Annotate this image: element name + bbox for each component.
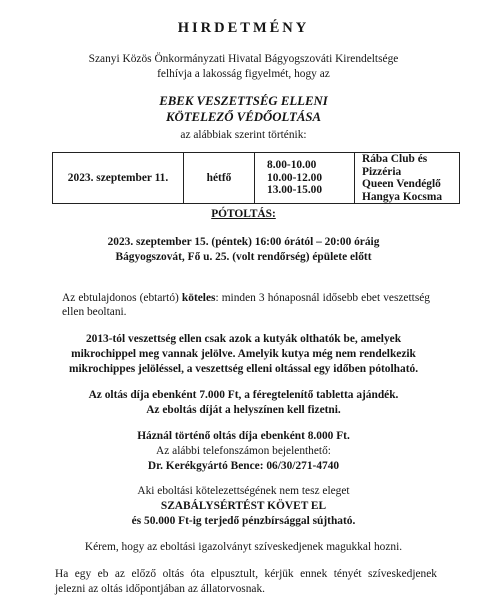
lost-line-2: jelezni az oltás időpontjában az állatorvosnak. <box>55 583 266 595</box>
intro-line-2: felhívja a lakosság figyelmét, hogy az <box>157 68 330 80</box>
headline-line-1: EBEK VESZETTSÉG ELLENI <box>159 94 328 108</box>
home-line-2: Az alábbi telefonszámon bejelenthető: <box>156 445 331 457</box>
makeup-line-2: Bágyogszovát, Fő u. 25. (volt rendőrség) épülete előtt <box>115 251 372 263</box>
chip-line-1: 2013-tól veszettség ellen csak azok a kutyák olthatók be, amelyek <box>85 333 402 345</box>
intro-line-1: Szanyi Közös Önkormányzati Hivatal Bágyogszováti Kirendeltsége <box>88 53 399 65</box>
schedule-venues <box>355 153 460 204</box>
time-slot: 8.00-10.00 <box>267 159 317 172</box>
obligation-post: : minden 3 hónaposnál idősebb ebet veszettség ellen beoltani. <box>62 292 430 318</box>
schedule-day: hétfő <box>184 153 255 204</box>
venue-name: Rába Club és Pizzéria <box>362 153 428 178</box>
time-slot: 10.00-12.00 <box>267 171 323 184</box>
schedule-times <box>255 153 355 204</box>
penalty-line-3: és 50.000 Ft-ig terjedő pénzbírsággal sújtható. <box>131 515 356 527</box>
makeup-heading <box>0 207 487 221</box>
obligation-pre: Az ebtulajdonos (ebtartó) <box>62 292 182 304</box>
schedule-table <box>52 152 460 204</box>
makeup-heading-text: PÓTOLTÁS: <box>211 208 276 220</box>
schedule-date: 2023. szeptember 11. <box>53 153 184 204</box>
lost-line-1: Ha egy eb az előző oltás óta elpusztult, kérjük ennek tényét szíveskedjenek <box>55 568 437 580</box>
certificate-note: Kérem, hogy az eboltási igazolványt szíveskedjenek magukkal hozni. <box>84 541 403 553</box>
headline-line-3: az alábbiak szerint történik: <box>180 129 307 141</box>
fee-line-1: Az oltás díja ebenként 7.000 Ft, a féregtelenítő tabletta ajándék. <box>88 389 399 401</box>
obligation-bold: köteles <box>181 292 216 304</box>
penalty-line-1: Aki eboltási kötelezettségének nem tesz eleget <box>137 485 350 497</box>
penalty-line-2: SZABÁLYSÉRTÉST KÖVET EL <box>160 500 327 512</box>
headline-line-2: KÖTELEZŐ VÉDŐOLTÁSA <box>165 110 322 124</box>
time-slot: 13.00-15.00 <box>267 184 323 197</box>
notice-title: HIRDETMÉNY <box>177 20 310 36</box>
venue-name: Queen Vendéglő <box>362 178 441 190</box>
home-line-1: Háznál történő oltás díja ebenként 8.000 Ft. <box>137 430 350 442</box>
schedule-row <box>53 153 460 204</box>
chip-line-3: mikrochippes jelöléssel, a veszettség elleni oltással egy időben pótolható. <box>68 363 419 375</box>
chip-line-2: mikrochippel meg vannak jelölve. Amelyik kutya még nem rendelkezik <box>71 348 416 360</box>
home-phone-line: Dr. Kerékgyártó Bence: 06/30/271-4740 <box>147 460 340 472</box>
fee-line-2: Az eboltás díját a helyszínen kell fizetni. <box>146 404 341 416</box>
makeup-line-1: 2023. szeptember 15. (péntek) 16:00 órától – 20:00 óráig <box>107 236 380 248</box>
obligation-paragraph <box>62 291 430 319</box>
venue-name: Hangya Kocsma <box>362 190 443 203</box>
